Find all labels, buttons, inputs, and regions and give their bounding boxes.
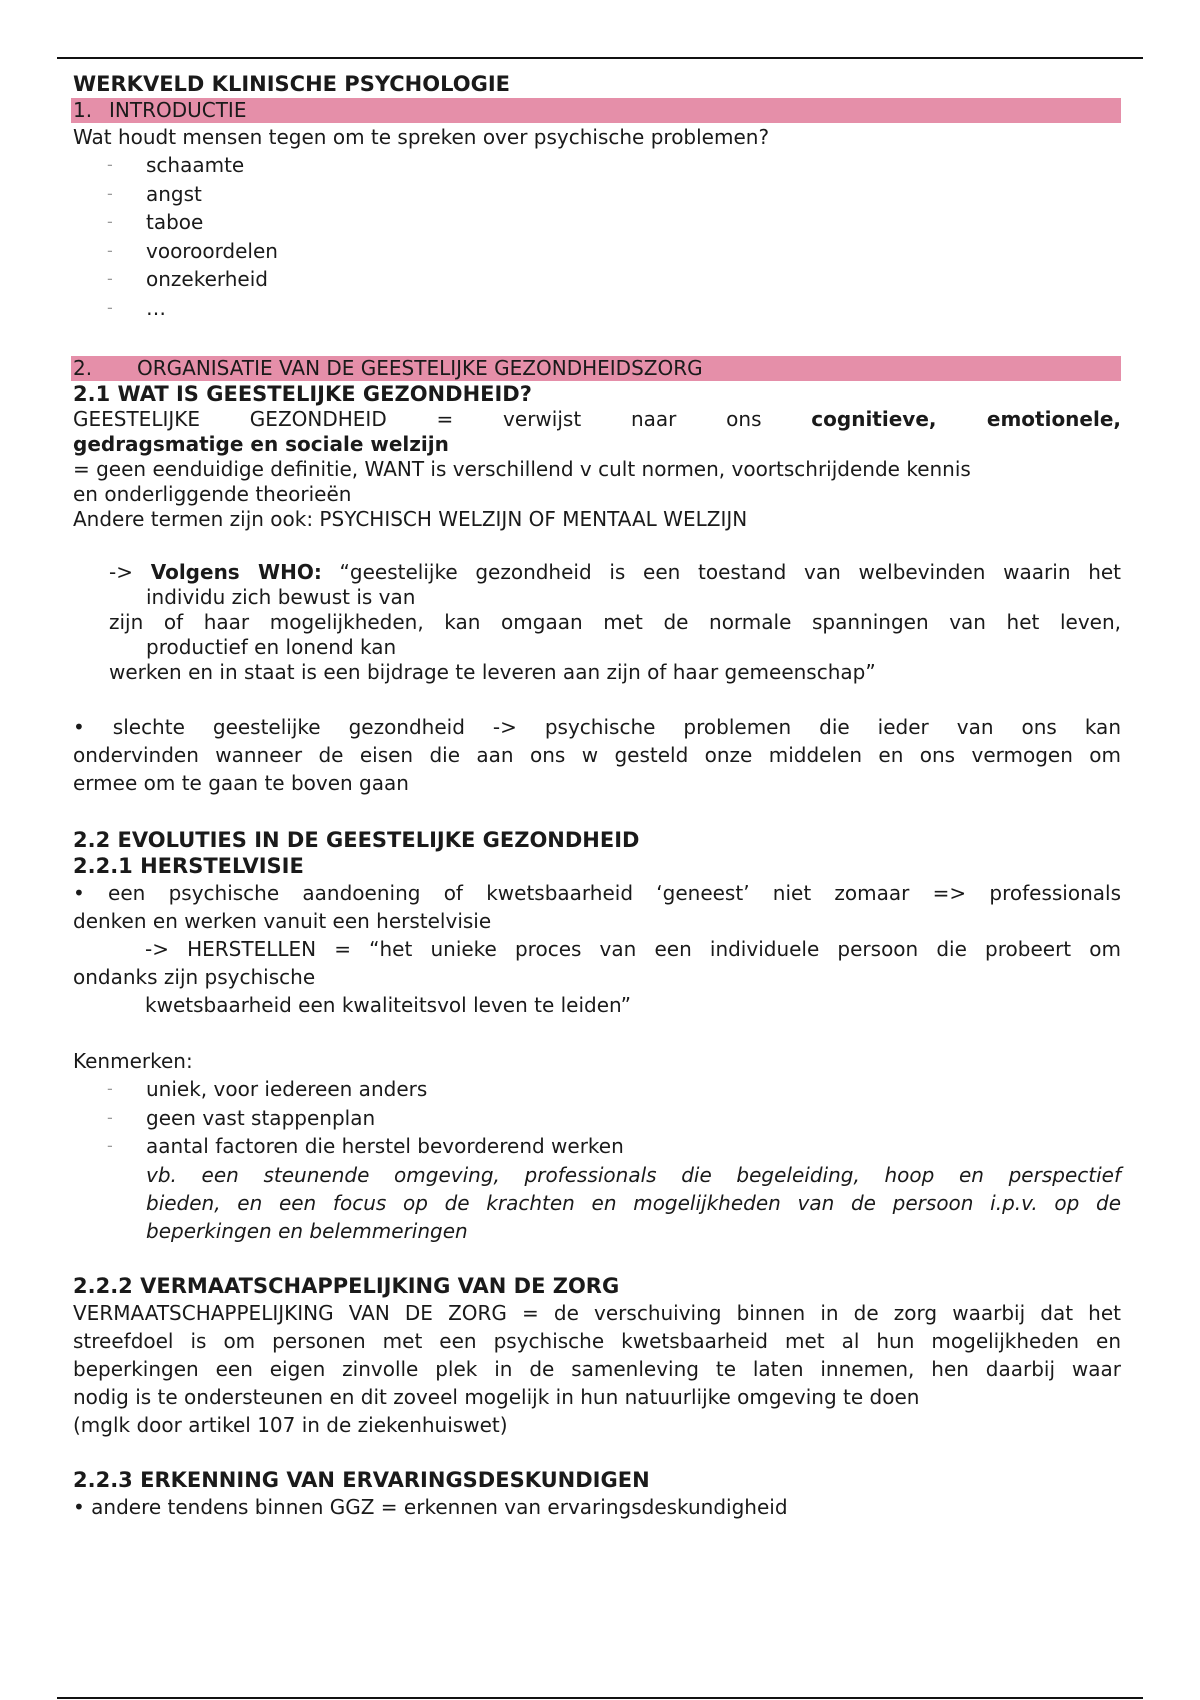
definition-term: GEESTELIJKE GEZONDHEID = verwijst naar ons: [73, 407, 762, 431]
example-line: vb. een steunende omgeving, professionals die begeleiding, hoop en perspectief: [146, 1162, 1121, 1187]
vermaatschappelijking-paragraph: [73, 1299, 1121, 1439]
quote-line: zijn of haar mogelijkheden, kan omgaan met de normale spanningen van het leven,: [109, 610, 1121, 634]
kenmerken-list: [73, 1075, 1121, 1161]
who-quote: [73, 560, 1121, 685]
paragraph-line: -> HERSTELLEN = “het unieke proces van een individuele persoon die probeert om: [145, 937, 1121, 961]
definition-line: en onderliggende theorieën: [73, 482, 352, 506]
document-title: WERKVELD KLINISCHE PSYCHOLOGIE: [73, 72, 510, 96]
definition-bold: cognitieve, emotionele,: [811, 407, 1122, 431]
list-item: - vooroordelen: [73, 237, 1121, 266]
list-item: - uniek, voor iedereen anders: [73, 1075, 1121, 1104]
paragraph-line: ondervinden wanneer de eisen die aan ons w gesteld onze middelen en ons vermogen om: [73, 743, 1121, 767]
quote-line: werken en in staat is een bijdrage te leveren aan zijn of haar gemeenschap”: [109, 660, 876, 684]
example-line: bieden, en een focus op de krachten en mogelijkheden van de persoon i.p.v. op de: [146, 1190, 1121, 1215]
subsection-2-2-1-title: 2.2.1 HERSTELVISIE: [73, 854, 304, 878]
paragraph-line: ermee om te gaan te boven gaan: [73, 771, 409, 795]
list-item: - taboe: [73, 208, 1121, 237]
paragraph-line: • een psychische aandoening of kwetsbaarheid ‘geneest’ niet zomaar => professionals: [73, 881, 1121, 905]
example-text: [73, 1161, 1121, 1245]
list-item: - …: [73, 294, 1121, 323]
definition-line: [73, 407, 1121, 432]
paragraph-line: nodig is te ondersteunen en dit zoveel mogelijk in hun natuurlijke omgeving te doen: [73, 1384, 920, 1409]
definition-line: = geen eenduidige definitie, WANT is verschillend v cult normen, voortschrijdende kennis: [73, 457, 971, 481]
list-item: - onzekerheid: [73, 265, 1121, 294]
recovery-paragraph: [73, 879, 1121, 1019]
subsection-2-2-3-title: 2.2.3 ERKENNING VAN ERVARINGSDESKUNDIGEN: [73, 1467, 650, 1492]
definition-block: [73, 407, 1121, 532]
list-item: - geen vast stappenplan: [73, 1104, 1121, 1133]
paragraph-line: (mglk door artikel 107 in de ziekenhuiswet): [73, 1412, 508, 1437]
paragraph-line: streefdoel is om personen met een psychische kwetsbaarheid met al hun mogelijkheden en: [73, 1328, 1121, 1353]
section-1-heading: [71, 98, 1121, 123]
kenmerken-label: Kenmerken:: [73, 1049, 193, 1073]
bad-health-paragraph: [73, 713, 1121, 797]
list-item: - aantal factoren die herstel bevorderend werken: [73, 1132, 1121, 1161]
quote-line: “geestelijke gezondheid is een toestand van welbevinden waarin het: [339, 560, 1122, 584]
section-1-title: INTRODUCTIE: [109, 98, 247, 122]
bottom-rule: [57, 1697, 1143, 1699]
section-2-heading: [71, 356, 1121, 381]
arrow-text: ->: [109, 560, 133, 584]
section-2-title: ORGANISATIE VAN DE GEESTELIJKE GEZONDHEIDSZORG: [137, 356, 703, 380]
example-line: beperkingen en belemmeringen: [146, 1218, 468, 1243]
paragraph-line: • andere tendens binnen GGZ = erkennen van ervaringsdeskundigheid: [73, 1494, 788, 1519]
definition-line: Andere termen zijn ook: PSYCHISCH WELZIJN OF MENTAAL WELZIJN: [73, 507, 748, 531]
intro-question: Wat houdt mensen tegen om te spreken over psychische problemen?: [73, 125, 770, 149]
who-label: Volgens WHO:: [150, 560, 322, 584]
top-rule: [57, 57, 1143, 59]
paragraph-line: beperkingen een eigen zinvolle plek in de samenleving te laten innemen, hen daarbij waar: [73, 1356, 1121, 1381]
paragraph-line: denken en werken vanuit een herstelvisie: [73, 909, 492, 933]
paragraph-line: VERMAATSCHAPPELIJKING VAN DE ZORG = de verschuiving binnen in de zorg waarbij dat het: [73, 1300, 1121, 1325]
section-2-number: 2.: [73, 356, 93, 380]
paragraph-line: • slechte geestelijke gezondheid -> psychische problemen die ieder van ons kan: [73, 715, 1121, 739]
definition-bold: gedragsmatige en sociale welzijn: [73, 432, 449, 456]
subsection-2-2-title: 2.2 EVOLUTIES IN DE GEESTELIJKE GEZONDHEID: [73, 828, 640, 852]
section-1-number: 1.: [73, 98, 93, 122]
intro-list: [73, 151, 1121, 322]
quote-line: individu zich bewust is van: [146, 585, 416, 609]
subsection-2-2-2-title: 2.2.2 VERMAATSCHAPPELIJKING VAN DE ZORG: [73, 1273, 620, 1298]
list-item: - angst: [73, 180, 1121, 209]
document-page: [73, 70, 1121, 1521]
list-item: - schaamte: [73, 151, 1121, 180]
subsection-2-1-title: 2.1 WAT IS GEESTELIJKE GEZONDHEID?: [73, 382, 532, 406]
paragraph-line: ondanks zijn psychische: [73, 965, 316, 989]
quote-line: productief en lonend kan: [146, 635, 397, 659]
paragraph-line: kwetsbaarheid een kwaliteitsvol leven te leiden”: [145, 993, 631, 1017]
